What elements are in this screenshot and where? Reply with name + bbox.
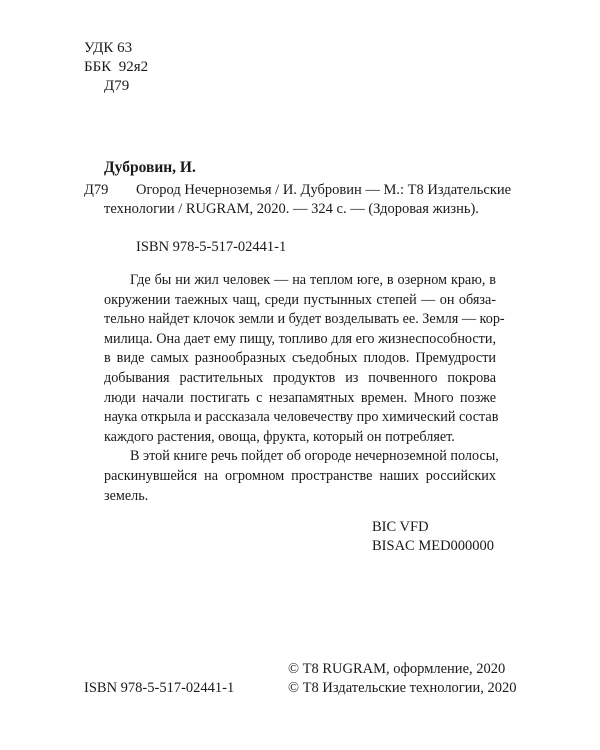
- abstract-line: в виде самых разнообразных съедобных плодов. Премудрости: [104, 350, 496, 367]
- abstract-line: окружении таежных чащ, среди пустынных степей — он обяза-: [104, 291, 496, 308]
- abstract-line: наука открыла и рассказала человечеству про химический состав: [104, 409, 499, 426]
- bibliography-line-2: технологии / RUGRAM, 2020. — 324 с. — (Здоровая жизнь).: [104, 201, 479, 217]
- abstract-line: раскинувшейся на огромном пространстве наших российских: [104, 467, 496, 484]
- copyright-rugram: © Т8 RUGRAM, оформление, 2020: [288, 661, 506, 677]
- author-name: Дубровин, И.: [104, 159, 196, 176]
- bbk-code: ББК 92я2: [84, 59, 149, 75]
- author-mark: Д79: [104, 78, 130, 94]
- bic-code: BIC VFD: [372, 519, 429, 535]
- abstract-line: милица. Она дает ему пищу, топливо для его жизнеспособности,: [104, 330, 496, 347]
- copyright-t8: © Т8 Издательские технологии, 2020: [288, 680, 517, 696]
- bibliography-line-1: Огород Нечерноземья / И. Дубровин — М.: Т8 Издательские: [136, 182, 512, 198]
- abstract-line: добывания растительных продуктов из почвенного покрова: [104, 369, 496, 386]
- abstract-line: В этой книге речь пойдет об огороде нечерноземной полосы,: [130, 448, 499, 465]
- isbn-top: ISBN 978-5-517-02441-1: [136, 239, 287, 255]
- isbn-bottom: ISBN 978-5-517-02441-1: [84, 680, 235, 696]
- abstract: [104, 271, 505, 506]
- abstract-line: каждого растения, овоща, фрукта, который он потребляет.: [104, 428, 455, 445]
- abstract-line: люди начали постигать с незапамятных времен. Много позже: [104, 389, 496, 406]
- abstract-line: тельно найдет клочок земли и будет возделывать ее. Земля — кор-: [104, 311, 505, 328]
- udk-code: УДК 63: [84, 40, 133, 56]
- bisac-code: BISAC MED000000: [372, 538, 495, 554]
- side-author-mark: Д79: [84, 182, 109, 198]
- abstract-line: Где бы ни жил человек — на теплом юге, в озерном краю, в: [130, 272, 496, 288]
- abstract-line: земель.: [104, 487, 149, 504]
